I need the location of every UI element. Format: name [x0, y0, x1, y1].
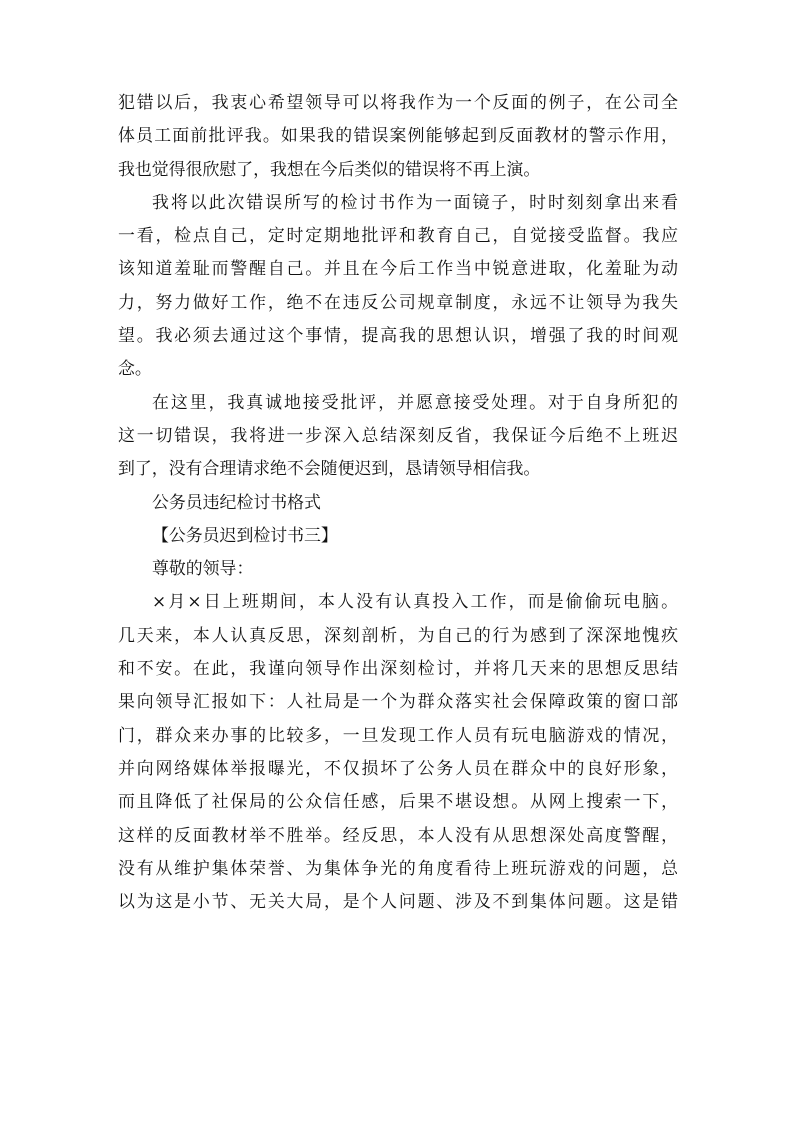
- text-line: 【公务员迟到检讨书三】: [152, 524, 338, 545]
- text-line: 几天来，本人认真反思，深刻剖析，为自己的行为感到了深深地愧疚: [118, 624, 678, 645]
- text-line: 力，努力做好工作，绝不在违反公司规章制度，永远不让领导为我失: [118, 291, 678, 312]
- text-line: 这样的反面教材举不胜举。经反思，本人没有从思想深处高度警醒，: [118, 824, 678, 845]
- text-line: 一看，检点自己，定时定期地批评和教育自己，自觉接受监督。我应: [118, 225, 678, 246]
- text-line: 体员工面前批评我。如果我的错误案例能够起到反面教材的警示作用，: [118, 125, 678, 146]
- text-line: 门，群众来办事的比较多，一旦发现工作人员有玩电脑游戏的情况，: [118, 724, 678, 745]
- text-line: 果向领导汇报如下：人社局是一个为群众落实社会保障政策的窗口部: [118, 691, 678, 712]
- text-line: ×月×日上班期间，本人没有认真投入工作，而是偷偷玩电脑。: [152, 591, 678, 612]
- text-line: 以为这是小节、无关大局，是个人问题、涉及不到集体问题。这是错: [118, 891, 678, 912]
- text-line: 望。我必须去通过这个事情，提高我的思想认识，增强了我的时间观: [118, 325, 678, 346]
- text-line: 到了，没有合理请求绝不会随便迟到，恳请领导相信我。: [118, 458, 541, 479]
- text-line: 并向网络媒体举报曝光，不仅损坏了公务人员在群众中的良好形象，: [118, 757, 678, 778]
- text-line: 该知道羞耻而警醒自己。并且在今后工作当中锐意进取，化羞耻为动: [118, 258, 678, 279]
- text-line: 和不安。在此，我谨向领导作出深刻检讨，并将几天来的思想反思结: [118, 658, 678, 679]
- document-body: [118, 86, 678, 918]
- text-line: 公务员违纪检讨书格式: [152, 491, 321, 512]
- text-line: 尊敬的领导：: [152, 558, 254, 579]
- text-line: 在这里，我真诚地接受批评，并愿意接受处理。对于自身所犯的: [152, 391, 678, 412]
- text-line: 我也觉得很欣慰了，我想在今后类似的错误将不再上演。: [118, 158, 541, 179]
- text-line: 没有从维护集体荣誉、为集体争光的角度看待上班玩游戏的问题，总: [118, 857, 678, 878]
- text-line: 念。: [118, 358, 152, 379]
- text-line: 我将以此次错误所写的检讨书作为一面镜子，时时刻刻拿出来看: [152, 191, 678, 212]
- text-line: 而且降低了社保局的公众信任感，后果不堪设想。从网上搜索一下，: [118, 791, 678, 812]
- text-line: 犯错以后，我衷心希望领导可以将我作为一个反面的例子，在公司全: [118, 92, 678, 112]
- text-line: 这一切错误，我将进一步深入总结深刻反省，我保证今后绝不上班迟: [118, 424, 678, 445]
